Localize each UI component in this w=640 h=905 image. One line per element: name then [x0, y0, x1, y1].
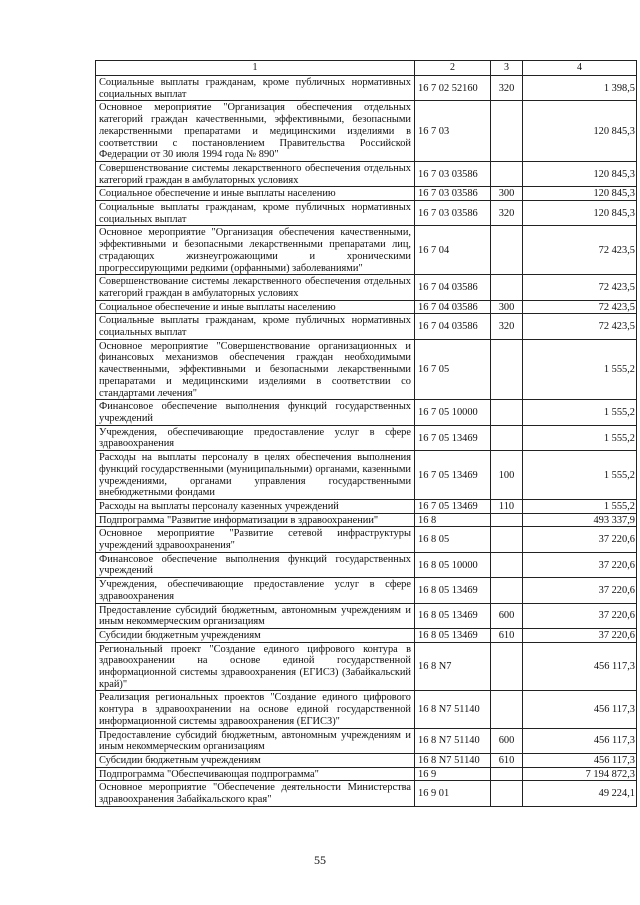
row-code-cell: 16 8 05 10000	[415, 552, 491, 577]
row-vr-cell: 100	[491, 451, 523, 500]
row-sum-cell: 1 555,2	[523, 400, 637, 425]
table-row	[96, 339, 637, 400]
row-vr-cell	[491, 400, 523, 425]
row-vr-cell: 610	[491, 753, 523, 767]
table-row	[96, 101, 637, 162]
row-code-cell: 16 9 01	[415, 781, 491, 806]
table-row	[96, 691, 637, 728]
budget-table-container	[95, 60, 636, 807]
budget-table	[95, 60, 637, 807]
row-vr-cell	[491, 339, 523, 400]
row-sum-cell: 456 117,3	[523, 728, 637, 753]
row-name-cell: Предоставление субсидий бюджетным, автономным учреждениям и иным некоммерческим организациям	[96, 603, 415, 628]
row-name-cell: Основное мероприятие "Совершенствование организационных и финансовых механизмов обеспечения граждан необходимыми качественными, эффективными и безопасными лекарственными препаратами и медицинскими изделиями в соответствии со стандартами лечения"	[96, 339, 415, 400]
table-row	[96, 275, 637, 300]
row-vr-cell	[491, 552, 523, 577]
row-name-cell: Расходы на выплаты персоналу в целях обеспечения выполнения функций государственными (муниципальными) органами, казенными учреждениями, органами управления государственными внебюджетными фондами	[96, 451, 415, 500]
table-row	[96, 425, 637, 450]
row-name-cell: Основное мероприятие "Организация обеспечения качественными, эффективными и безопасными лекарственными препаратами лиц, страдающих жизнеугрожающими и хроническими прогрессирующими редкими (орфанными) заболеваниями"	[96, 226, 415, 275]
table-row	[96, 642, 637, 691]
row-sum-cell: 120 845,3	[523, 101, 637, 162]
row-name-cell: Основное мероприятие "Обеспечение деятельности Министерства здравоохранения Забайкальского края"	[96, 781, 415, 806]
table-row	[96, 552, 637, 577]
row-sum-cell: 1 555,2	[523, 451, 637, 500]
header-col-4: 4	[523, 61, 637, 76]
row-name-cell: Подпрограмма "Развитие информатизации в здравоохранении"	[96, 513, 415, 527]
table-row	[96, 201, 637, 226]
row-name-cell: Учреждения, обеспечивающие предоставление услуг в сфере здравоохранения	[96, 425, 415, 450]
row-vr-cell	[491, 101, 523, 162]
row-name-cell: Субсидии бюджетным учреждениям	[96, 753, 415, 767]
row-sum-cell: 120 845,3	[523, 201, 637, 226]
row-code-cell: 16 7 04 03586	[415, 275, 491, 300]
row-code-cell: 16 7 03 03586	[415, 201, 491, 226]
row-sum-cell: 1 398,5	[523, 76, 637, 101]
row-sum-cell: 456 117,3	[523, 753, 637, 767]
budget-table-body	[96, 61, 637, 807]
row-sum-cell: 49 224,1	[523, 781, 637, 806]
table-row	[96, 400, 637, 425]
row-vr-cell	[491, 513, 523, 527]
table-row	[96, 753, 637, 767]
row-vr-cell	[491, 226, 523, 275]
row-name-cell: Финансовое обеспечение выполнения функций государственных учреждений	[96, 400, 415, 425]
row-sum-cell: 72 423,5	[523, 226, 637, 275]
row-sum-cell: 37 220,6	[523, 603, 637, 628]
row-vr-cell	[491, 691, 523, 728]
row-vr-cell	[491, 781, 523, 806]
row-vr-cell	[491, 578, 523, 603]
row-sum-cell: 37 220,6	[523, 552, 637, 577]
table-row	[96, 226, 637, 275]
row-code-cell: 16 7 05 13469	[415, 499, 491, 513]
table-row	[96, 451, 637, 500]
row-vr-cell: 300	[491, 300, 523, 314]
row-code-cell: 16 8 05	[415, 527, 491, 552]
table-row	[96, 187, 637, 201]
row-vr-cell	[491, 767, 523, 781]
row-code-cell: 16 8 05 13469	[415, 578, 491, 603]
table-row	[96, 603, 637, 628]
row-code-cell: 16 7 03 03586	[415, 187, 491, 201]
row-sum-cell: 120 845,3	[523, 161, 637, 186]
row-sum-cell: 72 423,5	[523, 300, 637, 314]
table-row	[96, 781, 637, 806]
row-vr-cell	[491, 161, 523, 186]
table-row	[96, 578, 637, 603]
row-name-cell: Основное мероприятие "Развитие сетевой инфраструктуры учреждений здравоохранения"	[96, 527, 415, 552]
row-name-cell: Расходы на выплаты персоналу казенных учреждений	[96, 499, 415, 513]
row-vr-cell: 320	[491, 76, 523, 101]
row-sum-cell: 37 220,6	[523, 628, 637, 642]
row-code-cell: 16 7 05	[415, 339, 491, 400]
row-code-cell: 16 7 04 03586	[415, 314, 491, 339]
row-vr-cell: 600	[491, 603, 523, 628]
row-code-cell: 16 8 N7 51140	[415, 728, 491, 753]
table-row	[96, 314, 637, 339]
table-row	[96, 767, 637, 781]
row-code-cell: 16 8 N7	[415, 642, 491, 691]
row-code-cell: 16 8 05 13469	[415, 603, 491, 628]
row-code-cell: 16 7 04 03586	[415, 300, 491, 314]
row-vr-cell: 320	[491, 201, 523, 226]
row-sum-cell: 493 337,9	[523, 513, 637, 527]
row-vr-cell: 110	[491, 499, 523, 513]
header-col-3: 3	[491, 61, 523, 76]
row-name-cell: Совершенствование системы лекарственного обеспечения отдельных категорий граждан в амбулаторных условиях	[96, 275, 415, 300]
row-code-cell: 16 8 05 13469	[415, 628, 491, 642]
row-name-cell: Предоставление субсидий бюджетным, автономным учреждениям и иным некоммерческим организациям	[96, 728, 415, 753]
row-name-cell: Социальное обеспечение и иные выплаты населению	[96, 300, 415, 314]
row-sum-cell: 37 220,6	[523, 578, 637, 603]
table-row	[96, 628, 637, 642]
row-name-cell: Социальные выплаты гражданам, кроме публичных нормативных социальных выплат	[96, 76, 415, 101]
row-code-cell: 16 9	[415, 767, 491, 781]
row-name-cell: Региональный проект "Создание единого цифрового контура в здравоохранении на основе единой государственной информационной системы здравоохранения (ЕГИСЗ) (Забайкальский край)"	[96, 642, 415, 691]
row-name-cell: Учреждения, обеспечивающие предоставление услуг в сфере здравоохранения	[96, 578, 415, 603]
row-sum-cell: 72 423,5	[523, 275, 637, 300]
row-vr-cell	[491, 425, 523, 450]
row-sum-cell: 456 117,3	[523, 691, 637, 728]
row-name-cell: Социальное обеспечение и иные выплаты населению	[96, 187, 415, 201]
table-row	[96, 161, 637, 186]
row-vr-cell	[491, 275, 523, 300]
row-name-cell: Подпрограмма "Обеспечивающая подпрограмма"	[96, 767, 415, 781]
header-col-1: 1	[96, 61, 415, 76]
table-row	[96, 513, 637, 527]
table-header-row	[96, 61, 637, 76]
row-sum-cell: 7 194 872,3	[523, 767, 637, 781]
row-name-cell: Социальные выплаты гражданам, кроме публичных нормативных социальных выплат	[96, 201, 415, 226]
row-code-cell: 16 8 N7 51140	[415, 691, 491, 728]
row-vr-cell	[491, 642, 523, 691]
row-name-cell: Финансовое обеспечение выполнения функций государственных учреждений	[96, 552, 415, 577]
row-code-cell: 16 7 05 10000	[415, 400, 491, 425]
row-vr-cell: 610	[491, 628, 523, 642]
header-col-2: 2	[415, 61, 491, 76]
row-name-cell: Совершенствование системы лекарственного обеспечения отдельных категорий граждан в амбулаторных условиях	[96, 161, 415, 186]
row-sum-cell: 1 555,2	[523, 339, 637, 400]
row-sum-cell: 37 220,6	[523, 527, 637, 552]
row-code-cell: 16 7 04	[415, 226, 491, 275]
row-code-cell: 16 7 05 13469	[415, 451, 491, 500]
row-code-cell: 16 7 02 52160	[415, 76, 491, 101]
page-number: 55	[314, 853, 326, 867]
row-sum-cell: 1 555,2	[523, 425, 637, 450]
row-code-cell: 16 8 N7 51140	[415, 753, 491, 767]
row-code-cell: 16 7 03	[415, 101, 491, 162]
row-name-cell: Социальные выплаты гражданам, кроме публичных нормативных социальных выплат	[96, 314, 415, 339]
row-name-cell: Реализация региональных проектов "Создание единого цифрового контура в здравоохранении на основе единой государственной информационной системы здравоохранения (ЕГИСЗ)"	[96, 691, 415, 728]
table-row	[96, 728, 637, 753]
row-sum-cell: 456 117,3	[523, 642, 637, 691]
row-sum-cell: 1 555,2	[523, 499, 637, 513]
table-row	[96, 76, 637, 101]
row-code-cell: 16 7 05 13469	[415, 425, 491, 450]
table-row	[96, 527, 637, 552]
row-code-cell: 16 7 03 03586	[415, 161, 491, 186]
table-row	[96, 499, 637, 513]
row-vr-cell: 320	[491, 314, 523, 339]
row-name-cell: Субсидии бюджетным учреждениям	[96, 628, 415, 642]
row-name-cell: Основное мероприятие "Организация обеспечения отдельных категорий граждан качественными, эффективными, безопасными лекарственными препаратами и медицинскими изделиями в соответствии с постановлением Правительства Российской Федерации от 30 июля 1994 года № 890"	[96, 101, 415, 162]
row-code-cell: 16 8	[415, 513, 491, 527]
row-vr-cell: 600	[491, 728, 523, 753]
row-vr-cell	[491, 527, 523, 552]
row-sum-cell: 72 423,5	[523, 314, 637, 339]
row-sum-cell: 120 845,3	[523, 187, 637, 201]
table-row	[96, 300, 637, 314]
row-vr-cell: 300	[491, 187, 523, 201]
